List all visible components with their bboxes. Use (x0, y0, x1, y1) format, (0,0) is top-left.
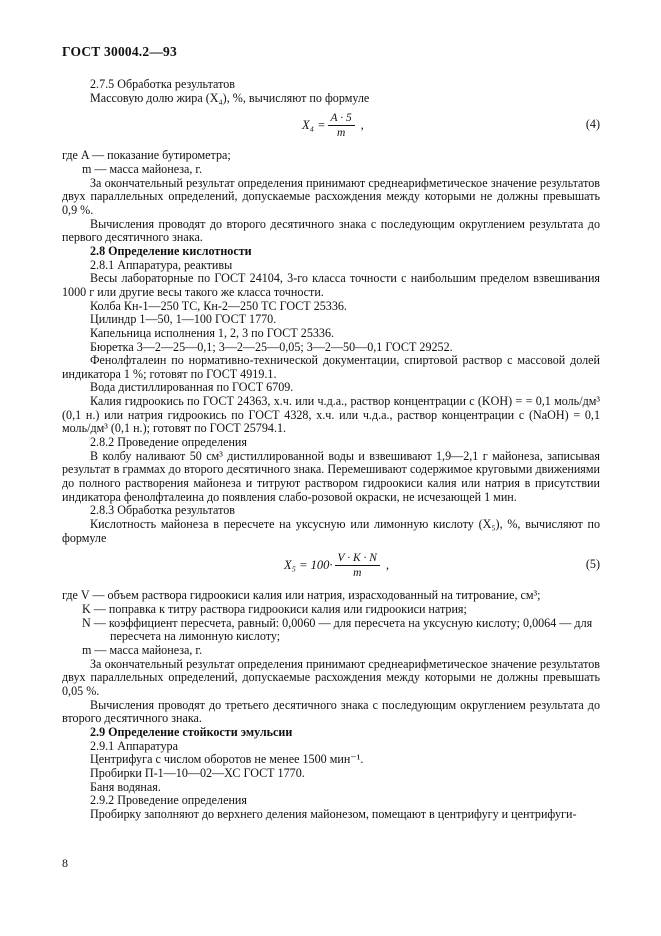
paragraph: Кислотность майонеза в пересчете на уксусную или лимонную кислоту (X₅), %, вычисляют по формуле (62, 517, 600, 545)
section-heading: 2.8 Определение кислотности (90, 243, 252, 258)
formula-denominator: m (353, 567, 362, 580)
paragraph: За окончательный результат определения принимают среднеарифметическое значение результатов двух параллельных определений, допускаемые расхождения между которыми не должны превышать 0,05 %. (62, 656, 600, 698)
subsection-heading: 2.9.1 Аппаратура (90, 738, 178, 753)
list-item: Колба Кн-1—250 ТС, Кн-2—250 ТС ГОСТ 25336. (90, 298, 347, 313)
legend-line: K — поправка к титру раствора гидроокиси калия или гидроокиси натрия; (82, 602, 467, 616)
subsection-heading: 2.8.3 Обработка результатов (90, 503, 235, 518)
list-item: Фенолфталеин по нормативно-технической документации, спиртовой раствор с массовой долей индикатора 1 %; готовят по ГОСТ 4919.1. (62, 353, 600, 381)
formula-expression (284, 551, 389, 580)
list-item: Центрифуга с числом оборотов не менее 1500 мин⁻¹. (90, 752, 364, 767)
paragraph: В колбу наливают 50 см³ дистиллированной воды и взвешивают 1,9—2,1 г майонеза, записывая результат в граммах до второго десятичного знака. Перемешивают содержимое круговыми движениями до полного растворения майонеза и титруют раствором гидроокиси калия или натрия в присутствии индикатора фенолфталеина до появления слабо-розовой окраски, не исчезающей 1 мин. (62, 448, 600, 504)
formula-4 (62, 105, 600, 149)
paragraph: Массовую долю жира (X₄), %, вычисляют по формуле (90, 90, 370, 105)
formula-comma: , (360, 117, 364, 132)
page-number: 8 (62, 856, 68, 870)
paragraph: За окончательный результат определения принимают среднеарифметическое значение результатов двух параллельных определений, допускаемые расхождения между которыми не должны превышать 0,9 %. (62, 175, 600, 217)
subsection-heading: 2.8.1 Аппаратура, реактивы (90, 257, 233, 272)
list-item: Капельница исполнения 1, 2, 3 по ГОСТ 25336. (90, 325, 335, 340)
list-item: Калия гидроокись по ГОСТ 24363, х.ч. или ч.д.а., раствор концентрации c (KOH) = = 0,1 моль/дм³ (0,1 н.) или натрия гидроокись по ГОСТ 4328, х.ч. или ч.д.а., раствор концентрации c (NaOH) = 0,1 моль/дм³ (0,1 н.); готовят по ГОСТ 25794.1. (62, 394, 600, 436)
page-content (62, 78, 600, 822)
legend-line: m — масса майонеза, г. (82, 161, 203, 176)
paragraph: Пробирку заполняют до верхнего деления майонезом, помещают в центрифугу и центрифуги- (90, 806, 577, 821)
formula-numerator: A · 5 (328, 111, 355, 126)
legend-line: m — масса майонеза, г. (82, 642, 203, 657)
formula-lhs: X₅ = 100· (284, 558, 333, 573)
formula-fraction (328, 111, 355, 140)
subsection-heading: 2.9.2 Проведение определения (90, 793, 247, 808)
legend-line: где A — показание бутирометра; (62, 148, 231, 163)
section-heading: 2.9 Определение стойкости эмульсии (90, 724, 293, 739)
formula-denominator: m (336, 127, 346, 140)
list-item: Вода дистиллированная по ГОСТ 6709. (90, 380, 294, 395)
formula-expression (302, 111, 364, 140)
document-header: ГОСТ 30004.2—93 (62, 44, 177, 59)
paragraph: Вычисления проводят до третьего десятичного знака с последующим округлением результата до второго десятичного знака. (62, 697, 600, 726)
list-item: Баня водяная. (90, 779, 161, 794)
formula-number: (5) (585, 557, 600, 572)
subsection-heading: 2.8.2 Проведение определения (90, 435, 247, 450)
formula-5 (62, 545, 600, 589)
formula-fraction (335, 551, 380, 580)
list-item: Пробирки П-1—10—02—ХС ГОСТ 1770. (90, 765, 305, 780)
formula-numerator: V · K · N (335, 551, 380, 566)
paragraph: Вычисления проводят до второго десятичного знака с последующим округлением результата до первого десятичного знака. (62, 216, 600, 245)
formula-number: (4) (585, 117, 600, 132)
legend-line: где V — объем раствора гидроокиси калия или натрия, израсходованный на титрование, см³; (62, 588, 541, 603)
list-item: Бюретка 3—2—25—0,1; 3—2—25—0,05; 3—2—50—0,1 ГОСТ 29252. (90, 339, 453, 354)
formula-lhs: X₄ = (302, 117, 326, 132)
formula-comma: , (385, 558, 389, 573)
legend-line: N — коэффициент пересчета, равный: 0,0060 — для пересчета на уксусную кислоту; 0,0064 — для пересчета на лимонную кислоту; (82, 615, 593, 644)
list-item: Весы лабораторные по ГОСТ 24104, 3-го класса точности с наибольшим пределом взвешивания 1000 г или другие весы такого же класса точности. (62, 271, 600, 299)
list-item: Цилиндр 1—50, 1—100 ГОСТ 1770. (90, 312, 277, 327)
section-heading: 2.7.5 Обработка результатов (90, 77, 235, 91)
